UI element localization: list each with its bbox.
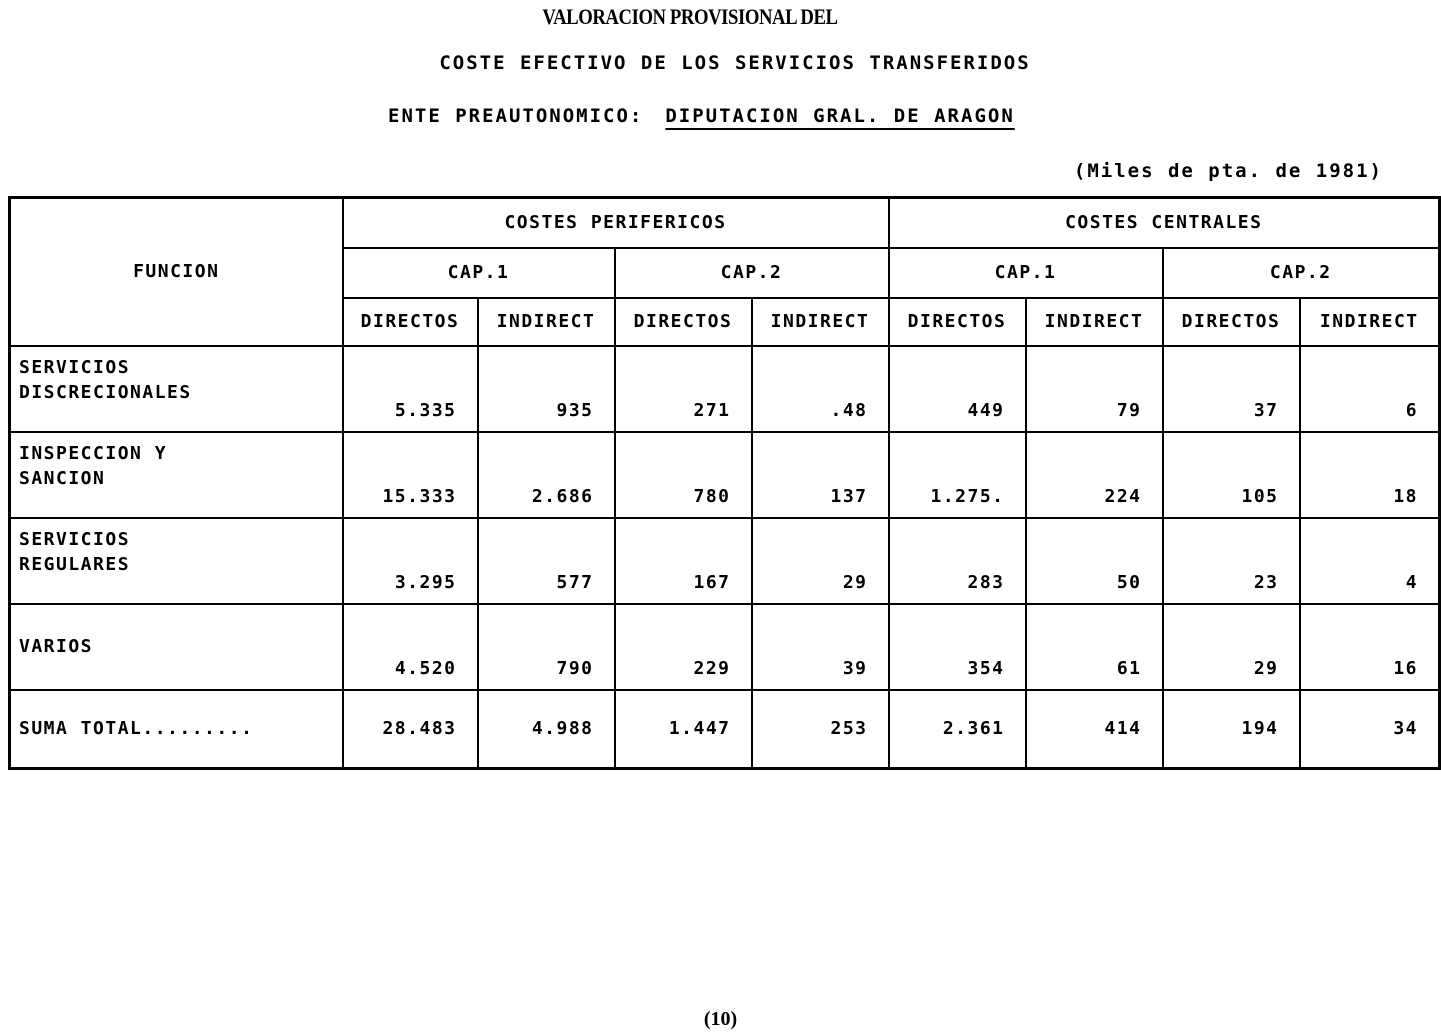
value-cell: 1.275. (889, 432, 1026, 518)
units-note: (Miles de pta. de 1981) (1073, 160, 1383, 182)
table-row (10, 432, 1440, 518)
funcion-label: VARIOS (19, 636, 94, 657)
value-cell: 29 (1163, 604, 1300, 690)
value-cell: 37 (1163, 346, 1300, 432)
funcion-cell (10, 346, 343, 432)
funcion-label: SERVICIOS (19, 528, 131, 550)
subheader: DIRECTOS (889, 298, 1026, 346)
subheader: DIRECTOS (1163, 298, 1300, 346)
funcion-label: DISCRECIONALES (19, 381, 192, 403)
funcion-label: REGULARES (19, 553, 131, 575)
value-cell: 167 (615, 518, 752, 604)
value-cell: 935 (478, 346, 615, 432)
entity-label: ENTE PREAUTONOMICO: (388, 105, 644, 127)
value-cell: 105 (1163, 432, 1300, 518)
funcion-label: INSPECCION Y (19, 442, 168, 464)
cost-table (8, 196, 1441, 770)
document-subtitle: COSTE EFECTIVO DE LOS SERVICIOS TRANSFERIDOS (439, 52, 1031, 74)
total-value: 2.361 (889, 690, 1026, 769)
total-value: 4.988 (478, 690, 615, 769)
value-cell: 449 (889, 346, 1026, 432)
value-cell: 18 (1300, 432, 1440, 518)
value-cell: 271 (615, 346, 752, 432)
funcion-cell (10, 518, 343, 604)
cap-header: CAP.1 (343, 248, 615, 298)
group-header-perifericos: COSTES PERIFERICOS (343, 198, 889, 248)
value-cell: 780 (615, 432, 752, 518)
subheader: DIRECTOS (343, 298, 478, 346)
funcion-label: SANCION (19, 467, 106, 489)
value-cell: 4 (1300, 518, 1440, 604)
value-cell: 6 (1300, 346, 1440, 432)
entity-name: DIPUTACION GRAL. DE ARAGON (665, 105, 1015, 127)
subheader: INDIRECT (1026, 298, 1163, 346)
table-row (10, 346, 1440, 432)
total-value: 253 (752, 690, 889, 769)
value-cell: 29 (752, 518, 889, 604)
document-title: VALORACION PROVISIONAL DEL (542, 4, 838, 29)
value-cell: 23 (1163, 518, 1300, 604)
total-row (10, 690, 1440, 769)
cap-header: CAP.2 (615, 248, 889, 298)
group-header-centrales: COSTES CENTRALES (889, 198, 1440, 248)
total-value: 28.483 (343, 690, 478, 769)
value-cell: 79 (1026, 346, 1163, 432)
value-cell: 283 (889, 518, 1026, 604)
value-cell: 16 (1300, 604, 1440, 690)
value-cell: 354 (889, 604, 1026, 690)
value-cell: 229 (615, 604, 752, 690)
header-row-groups (10, 198, 1440, 248)
value-cell: 15.333 (343, 432, 478, 518)
funcion-cell (10, 604, 343, 690)
total-value: 34 (1300, 690, 1440, 769)
value-cell: 61 (1026, 604, 1163, 690)
funcion-label: SERVICIOS (19, 356, 131, 378)
value-cell: 224 (1026, 432, 1163, 518)
table-row (10, 604, 1440, 690)
total-value: 1.447 (615, 690, 752, 769)
value-cell: 3.295 (343, 518, 478, 604)
cap-header: CAP.2 (1163, 248, 1440, 298)
value-cell: 577 (478, 518, 615, 604)
value-cell: .48 (752, 346, 889, 432)
subheader: INDIRECT (478, 298, 615, 346)
cap-header: CAP.1 (889, 248, 1163, 298)
entity-line (388, 105, 1015, 127)
total-value: 194 (1163, 690, 1300, 769)
value-cell: 4.520 (343, 604, 478, 690)
table-row (10, 518, 1440, 604)
value-cell: 790 (478, 604, 615, 690)
funcion-cell (10, 432, 343, 518)
value-cell: 137 (752, 432, 889, 518)
total-label: SUMA TOTAL......... (10, 690, 343, 769)
value-cell: 2.686 (478, 432, 615, 518)
value-cell: 5.335 (343, 346, 478, 432)
page-number: (10) (703, 1008, 738, 1030)
funcion-header: FUNCION (10, 198, 343, 346)
subheader: INDIRECT (752, 298, 889, 346)
total-value: 414 (1026, 690, 1163, 769)
subheader: INDIRECT (1300, 298, 1440, 346)
subheader: DIRECTOS (615, 298, 752, 346)
value-cell: 39 (752, 604, 889, 690)
value-cell: 50 (1026, 518, 1163, 604)
